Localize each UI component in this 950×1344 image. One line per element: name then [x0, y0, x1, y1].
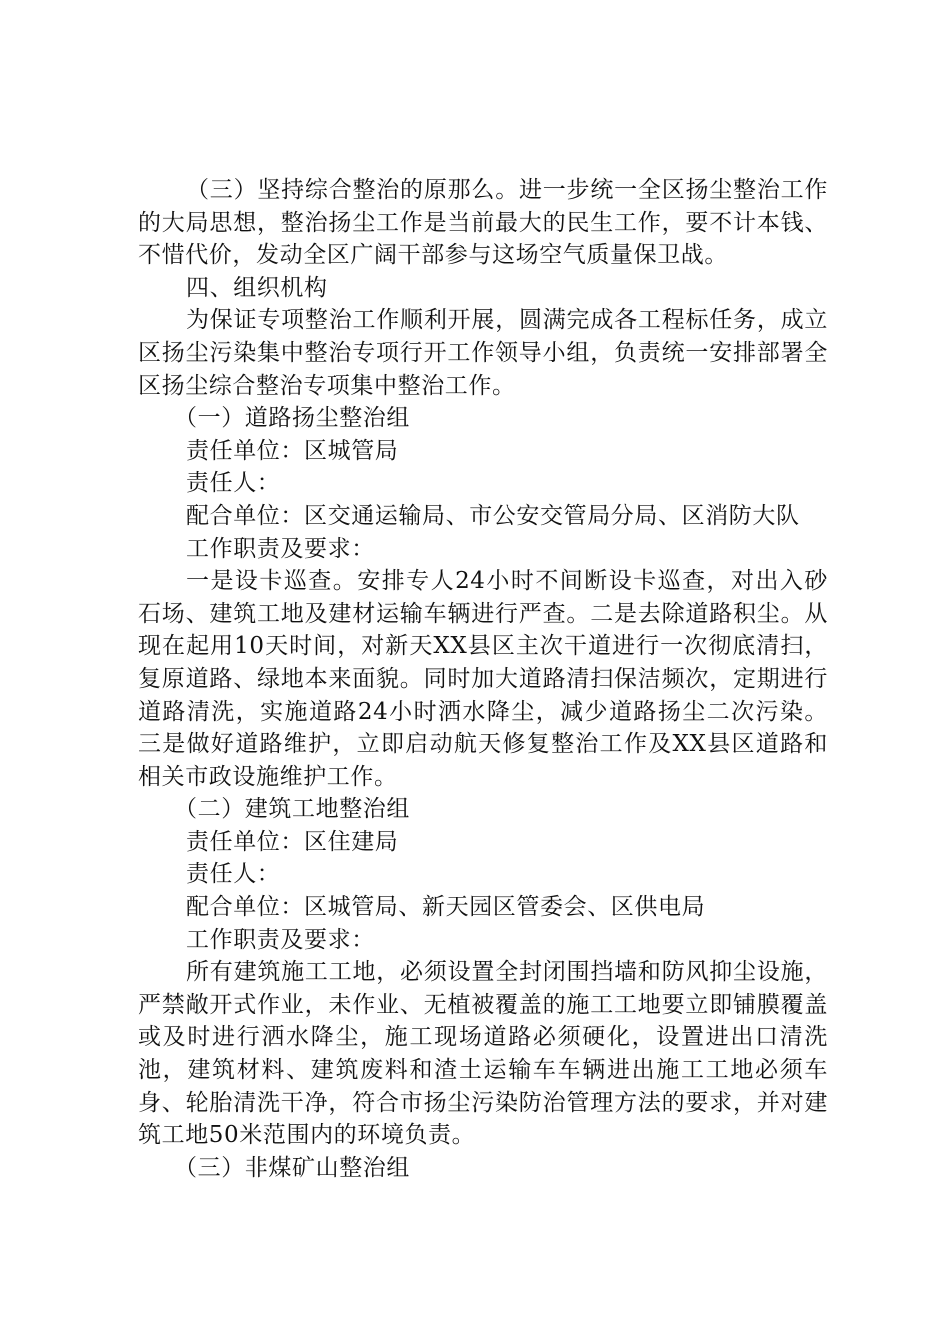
paragraph-organization-intro: 为保证专项整治工作顺利开展，圆满完成各工程标任务，成立区扬尘污染集中整治专项行开工作领导小组，负责统一安排部署全区扬尘综合整治专项集中整治工作。 — [138, 307, 828, 399]
construction-duties-text: 所有建筑施工工地，必须设置全封闭围挡墙和防风抑尘设施，严禁敞开式作业，未作业、无植被覆盖的施工工地要立即铺膜覆盖或及时进行洒水降尘，施工现场道路必须硬化，设置进出口清洗池，建筑材料、建筑废料和渣土运输车车辆进出施工工地必须车身、轮胎清洗干净，符合市扬尘污染防治管理方法的要求，并对建筑工地50米范围内的环境负责。 — [138, 959, 828, 1149]
road-cooperating-units: 配合单位：区交通运输局、市公安交管局分局、区消防大队 — [186, 502, 800, 529]
road-responsible-person: 责任人： — [186, 470, 281, 497]
paragraph-principle-three: （三）坚持综合整治的原那么。进一步统一全区扬尘整治工作的大局思想，整治扬尘工作是当前最大的民生工作，要不计本钱、不惜代价，发动全区广阔干部参与这场空气质量保卫战。 — [138, 177, 828, 269]
construction-duties-heading: 工作职责及要求： — [186, 926, 375, 953]
section-heading-organization: 四、组织机构 — [186, 274, 328, 301]
road-duties-heading: 工作职责及要求： — [186, 535, 375, 562]
subheading-road-dust-group: （一）道路扬尘整治组 — [174, 405, 410, 432]
road-duties-text: 一是设卡巡查。安排专人24小时不间断设卡巡查，对出入砂石场、建筑工地及建材运输车辆进行严查。二是去除道路积尘。从现在起用10天时间，对新天XX县区主次干道进行一次彻底清扫，复原道路、绿地本来面貌。同时加大道路清扫保洁频次，定期进行道路清洗，实施道路24小时洒水降尘，减少道路扬尘二次污染。三是做好道路维护，立即启动航天修复整治工作及XX县区道路和相关市政设施维护工作。 — [138, 568, 828, 790]
subheading-non-coal-mine-group: （三）非煤矿山整治组 — [174, 1154, 410, 1181]
subheading-construction-site-group: （二）建筑工地整治组 — [174, 796, 410, 823]
road-responsible-unit: 责任单位：区城管局 — [186, 437, 399, 464]
construction-cooperating-units: 配合单位：区城管局、新天园区管委会、区供电局 — [186, 894, 706, 921]
construction-responsible-unit: 责任单位：区住建局 — [186, 828, 399, 855]
construction-responsible-person: 责任人： — [186, 861, 281, 888]
document-body — [138, 174, 828, 1184]
